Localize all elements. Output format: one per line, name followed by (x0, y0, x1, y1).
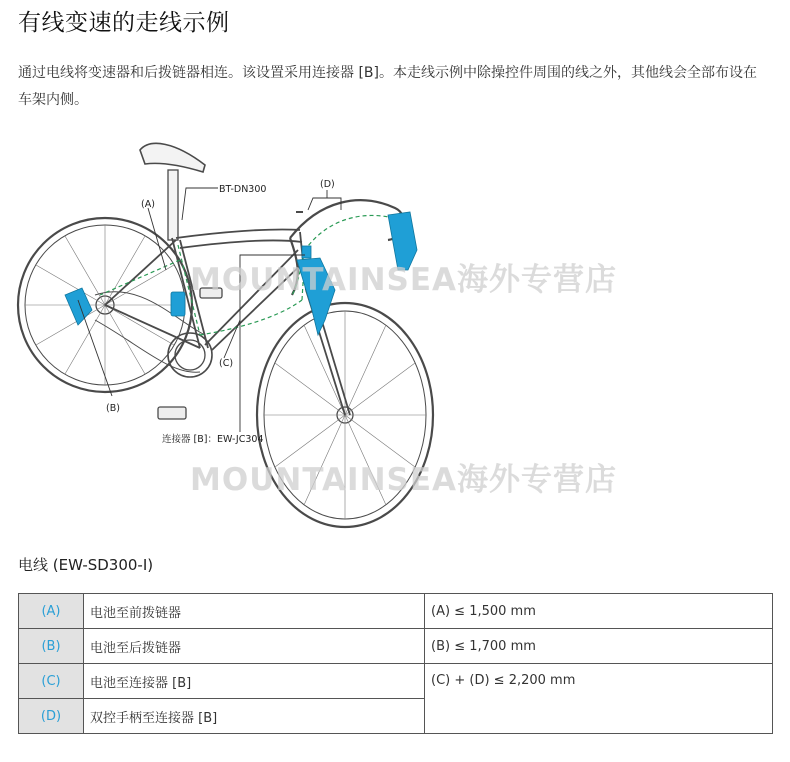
watermark-lower: MOUNTAINSEA海外专营店 (190, 462, 618, 498)
table-row (19, 664, 773, 699)
rear-derailleur (65, 288, 92, 325)
pedal-lower (158, 407, 186, 419)
wire-length-limit: (C) + (D) ≤ 2,200 mm (425, 664, 773, 734)
saddle (140, 143, 205, 172)
wire-section-label: 电线 (EW-SD300-I) (18, 556, 154, 574)
table-row (19, 594, 773, 629)
wire-code: (B) (19, 629, 84, 664)
wire-code: (D) (19, 699, 84, 734)
table-row (19, 629, 773, 664)
wire-description: 电池至连接器 [B] (84, 664, 425, 699)
bicycle-illustration (0, 120, 790, 540)
label-d: (D) (320, 179, 335, 190)
battery-internal (171, 292, 185, 316)
wire-code: (A) (19, 594, 84, 629)
watermark-upper: MOUNTAINSEA海外专营店 (190, 262, 618, 298)
label-c: (C) (219, 358, 234, 369)
wire-code: (C) (19, 664, 84, 699)
seat-post (168, 170, 178, 240)
bike-frame (105, 229, 350, 415)
label-b: (B) (106, 403, 120, 414)
connector-b (302, 246, 311, 258)
wire-length-table (18, 593, 773, 734)
wire-length-limit: (B) ≤ 1,700 mm (425, 629, 773, 664)
page-title: 有线变速的走线示例 (18, 10, 230, 36)
wire-length-limit: (A) ≤ 1,500 mm (425, 594, 773, 629)
intro-paragraph: 通过电线将变速器和后拨链器相连。该设置采用连接器 [B]。本走线示例中除操控件周围的线之外，其他线会全部布设在车架内侧。 (18, 65, 757, 108)
label-bt-dn300: BT-DN300 (219, 184, 267, 195)
wire-description: 电池至后拨链器 (84, 629, 425, 664)
label-connector: 连接器 [B]：EW-JC304 (162, 434, 264, 445)
bicycle-wiring-figure (0, 120, 790, 540)
wire-description: 电池至前拨链器 (84, 594, 425, 629)
wire-description: 双控手柄至连接器 [B] (84, 699, 425, 734)
handlebar (290, 200, 404, 240)
label-a: (A) (141, 199, 155, 210)
